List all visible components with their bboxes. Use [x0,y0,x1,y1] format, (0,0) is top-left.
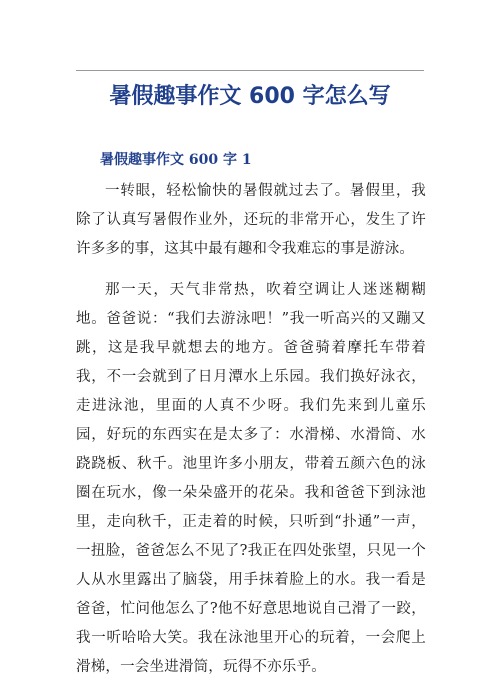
header-rule [76,70,424,71]
paragraph-intro: 一转眼，轻松愉快的暑假就过去了。暑假里，我除了认真写暑假作业外，还玩的非常开心，发生了许许多多的事，这其中最有趣和令我难忘的事是游泳。 [76,183,426,257]
paragraph-swimming-story: 那一天，天气非常热，吹着空调让人迷迷糊糊地。爸爸说：“我们去游泳吧！”我一听高兴的又蹦又跳，这是我早就想去的地方。爸爸骑着摩托车带着我，不一会就到了日月潭水上乐园。我们换好泳衣，走进泳池，里面的人真不少呀。我们先来到儿童乐园，好玩的东西实在是太多了：水滑梯、水滑筒、水跷跷板、秋千。池里许多小朋友，带着五颜六色的泳圈在玩水，像一朵朵盛开的花朵。我和爸爸下到泳池里，走向秋千，正走着的时候，只听到“扑通”一声，一扭脸，爸爸怎么不见了?我正在四处张望，只见一个人从水里露出了脑袋，用手抹着脸上的水。我一看是爸爸，忙问他怎么了?他不好意思地说自己滑了一跤，我一听哈哈大笑。我在泳池里开心的玩着，一会爬上滑梯，一会坐进滑筒，玩得不亦乐乎。 [76,282,426,675]
document-title: 暑假趣事作文 600 字怎么写 [109,84,391,109]
section-heading: 暑假趣事作文 600 字 1 [100,152,252,168]
essay-body [76,177,426,694]
